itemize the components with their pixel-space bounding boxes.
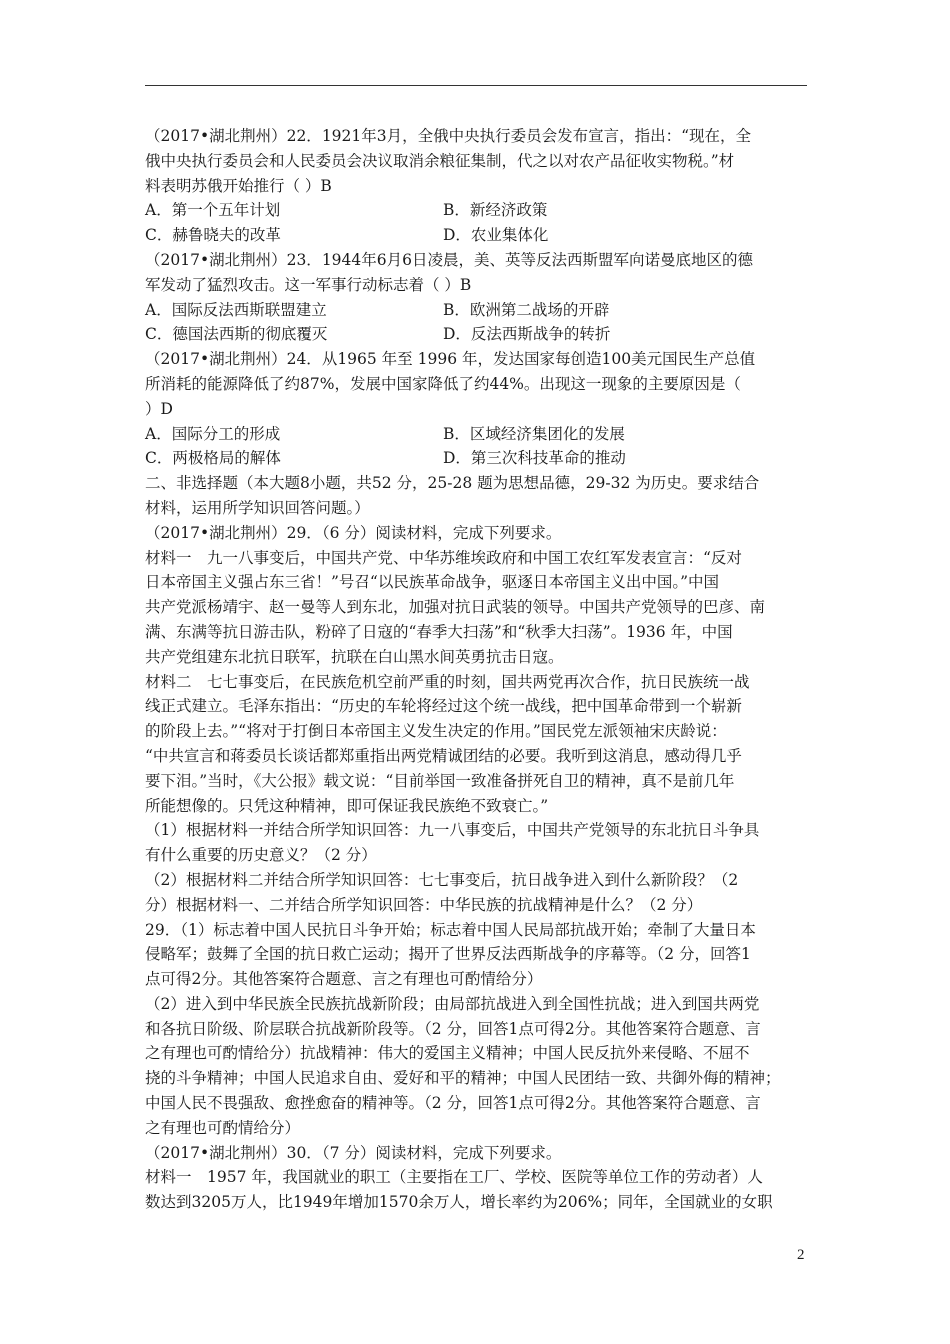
option-row — [145, 298, 810, 323]
question-text-line: 料表明苏俄开始推行（ ）B — [145, 176, 332, 195]
page-number: 2 — [797, 1247, 805, 1263]
option-d: D．第三次科技革命的推动 — [443, 449, 626, 468]
question-30 — [145, 1141, 810, 1215]
option-a: A．第一个五年计划 — [145, 201, 281, 220]
answer-text-line: 中国人民不畏强敌、愈挫愈奋的精神等。（2 分，回答1点可得2分。其他答案符合题意、言 — [145, 1094, 761, 1113]
option-a: A．国际分工的形成 — [145, 424, 281, 443]
material-text-line: 要下泪。”当时，《大公报》载文说：“目前举国一致准备拼死自卫的精神，真不是前几年 — [145, 771, 735, 790]
material-text-line: 材料一 1957 年，我国就业的职工（主要指在工厂、学校、医院等单位工作的劳动者）人 — [145, 1168, 763, 1187]
question-text-line: （2017•湖北荆州）30．（7 分）阅读材料，完成下列要求。 — [145, 1143, 562, 1162]
section-heading — [145, 471, 810, 521]
document-body — [145, 124, 810, 1215]
material-text-line: “中共宣言和蒋委员长谈话都郑重指出两党精诚团结的必要。我听到这消息，感动得几乎 — [145, 746, 742, 765]
sub-question-line: （2）根据材料二并结合所学知识回答：七七事变后，抗日战争进入到什么新阶段？（2 — [145, 870, 739, 889]
material-text-line: 材料二 七七事变后，在民族危机空前严重的时刻，国共两党再次合作，抗日民族统一战 — [145, 672, 750, 691]
sub-question-line: 有什么重要的历史意义？（2 分） — [145, 846, 377, 865]
material-text-line: 共产党组建东北抗日联军，抗联在白山黑水间英勇抗击日寇。 — [145, 647, 564, 666]
question-text-line: ）D — [145, 399, 173, 418]
question-text-line: 俄中央执行委员会和人民委员会决议取消余粮征集制，代之以对农产品征收实物税。”材 — [145, 151, 735, 170]
option-c: C．赫鲁晓夫的改革 — [145, 226, 281, 245]
option-row — [145, 446, 810, 471]
material-text-line: 共产党派杨靖宇、赵一曼等人到东北，加强对抗日武装的领导。中国共产党领导的巴彦、南 — [145, 598, 766, 617]
option-d: D．农业集体化 — [443, 226, 549, 245]
option-b: B．区域经济集团化的发展 — [443, 424, 625, 443]
question-29 — [145, 521, 810, 918]
section-text-line: 二、非选择题（本大题8小题，共52 分，25-28 题为思想品德，29-32 为历史。要求结合 — [145, 474, 760, 493]
answer-text-line: 29．（1）标志着中国人民抗日斗争开始；标志着中国人民局部抗战开始；牵制了大量日本 — [145, 920, 756, 939]
option-a: A．国际反法西斯联盟建立 — [145, 300, 327, 319]
option-d: D．反法西斯战争的转折 — [443, 325, 611, 344]
material-text-line: 数达到3205万人，比1949年增加1570余万人，增长率约为206%；同年，全国就业的女职 — [145, 1193, 773, 1212]
question-text-line: （2017•湖北荆州）24．从1965 年至 1996 年，发达国家每创造100美元国民生产总值 — [145, 350, 756, 369]
option-row — [145, 322, 810, 347]
option-row — [145, 223, 810, 248]
question-text-line: 军发动了猛烈攻击。这一军事行动标志着（ ）B — [145, 275, 472, 294]
header-rule — [145, 85, 807, 86]
option-b: B．新经济政策 — [443, 201, 548, 220]
answer-text-line: 侵略军；鼓舞了全国的抗日救亡运动；揭开了世界反法西斯战争的序幕等。（2 分，回答1 — [145, 945, 751, 964]
answer-29 — [145, 918, 810, 1141]
material-text-line: 材料一 九一八事变后，中国共产党、中华苏维埃政府和中国工农红军发表宣言：“反对 — [145, 548, 742, 567]
question-22 — [145, 124, 810, 248]
option-row — [145, 422, 810, 447]
question-text-line: （2017•湖北荆州）22．1921年3月，全俄中央执行委员会发布宣言，指出：“现在，全 — [145, 127, 752, 145]
answer-text-line: 挠的斗争精神；中国人民追求自由、爱好和平的精神；中国人民团结一致、共御外侮的精神； — [145, 1069, 781, 1088]
question-text-line: （2017•湖北荆州）23．1944年6月6日凌晨，美、英等反法西斯盟军向诺曼底地区的德 — [145, 250, 753, 269]
question-24 — [145, 347, 810, 471]
material-text-line: 的阶段上去。”“将对于打倒日本帝国主义发生决定的作用。”国民党左派领袖宋庆龄说： — [145, 722, 727, 741]
question-text-line: 所消耗的能源降低了约87%，发展中国家降低了约44%。出现这一现象的主要原因是（ — [145, 374, 741, 393]
option-b: B．欧洲第二战场的开辟 — [443, 300, 610, 319]
option-c: C．德国法西斯的彻底覆灭 — [145, 325, 328, 344]
question-23 — [145, 248, 810, 347]
material-text-line: 线正式建立。毛泽东指出：“历史的车轮将经过这个统一战线，把中国革命带到一个崭新 — [145, 697, 742, 716]
answer-text-line: 之有理也可酌情给分） — [145, 1118, 301, 1137]
section-text-line: 材料，运用所学知识回答问题。） — [145, 498, 370, 517]
option-row — [145, 198, 810, 223]
answer-text-line: 点可得2分。其他答案符合题意、言之有理也可酌情给分） — [145, 970, 543, 989]
material-text-line: 日本帝国主义强占东三省！”号召“以民族革命战争，驱逐日本帝国主义出中国。”中国 — [145, 573, 720, 592]
answer-text-line: （2）进入到中华民族全民族抗战新阶段；由局部抗战进入到全国性抗战；进入到国共两党 — [145, 994, 760, 1013]
answer-text-line: 之有理也可酌情给分）抗战精神：伟大的爱国主义精神；中国人民反抗外来侵略、不屈不 — [145, 1044, 750, 1063]
option-c: C．两极格局的解体 — [145, 449, 281, 468]
answer-text-line: 和各抗日阶级、阶层联合抗战新阶段等。（2 分，回答1点可得2分。其他答案符合题意、言 — [145, 1019, 761, 1038]
question-text-line: （2017•湖北荆州）29．（6 分）阅读材料，完成下列要求。 — [145, 523, 562, 542]
sub-question-line: 分）根据材料一、二并结合所学知识回答：中华民族的抗战精神是什么？（2 分） — [145, 895, 703, 914]
sub-question-line: （1）根据材料一并结合所学知识回答：九一八事变后，中国共产党领导的东北抗日斗争具 — [145, 821, 760, 840]
material-text-line: 满、东满等抗日游击队，粉碎了日寇的“春季大扫荡”和“秋季大扫荡”。1936 年，中国 — [145, 622, 733, 641]
material-text-line: 所能想像的。只凭这种精神，即可保证我民族绝不致衰亡。” — [145, 796, 549, 815]
